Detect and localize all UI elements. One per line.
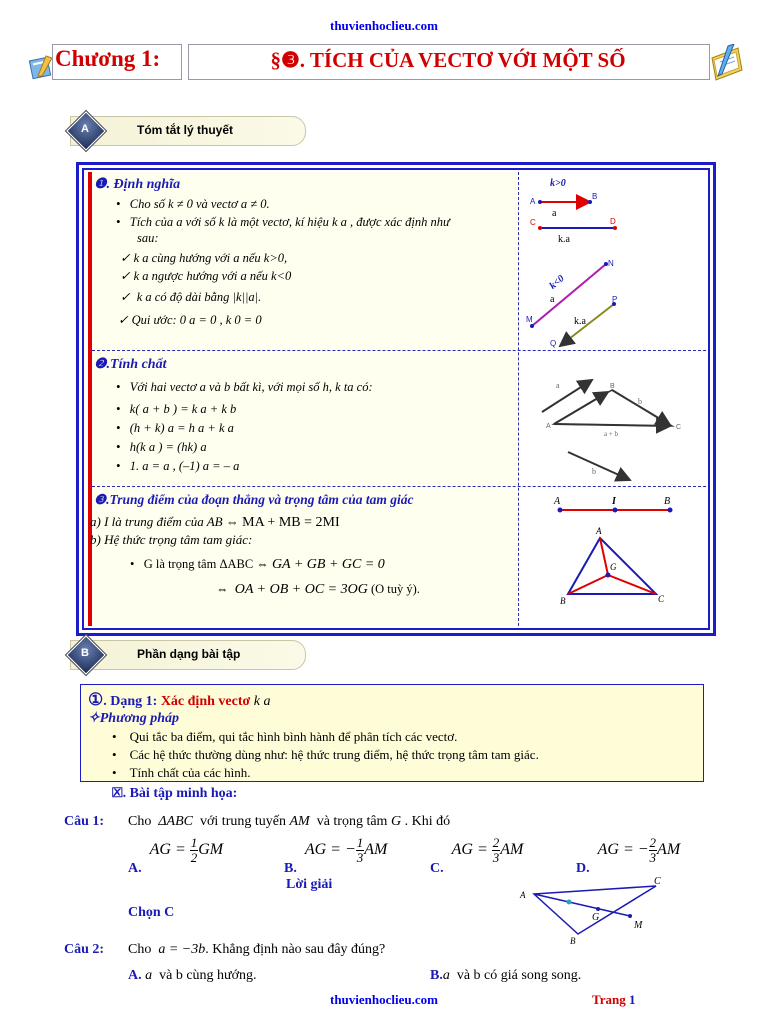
svg-text:A: A: [546, 423, 551, 430]
svg-text:I: I: [612, 496, 616, 507]
q2-option-b[interactable]: B.a và b có giá song song.: [430, 968, 582, 983]
svg-text:A: A: [520, 890, 526, 900]
prop-line-1: • Với hai vectơ a và b bất kì, với mọi số h, k ta có:: [116, 380, 373, 394]
q1-figure: [512, 872, 672, 948]
section-b-letter: B: [81, 647, 89, 659]
svg-text:B: B: [592, 192, 598, 201]
method-bullet-3: • Tính chất của các hình.: [112, 765, 251, 780]
definition-figure: [520, 174, 710, 350]
midpoint-line: a) I là trung điểm của AB ⇔ MA + MB = 2MI: [90, 514, 340, 530]
midpoint-title: ❸.Trung điểm của đoạn thẳng và trọng tâm của tam giác: [94, 492, 414, 507]
centroid-figure: [520, 490, 710, 626]
book-pencil-icon: [708, 44, 744, 84]
properties-title: ❷.Tính chất: [94, 357, 167, 372]
svg-text:B: B: [664, 496, 671, 507]
method-bullet-2: • Các hệ thức thường dùng như: hệ thức trung điểm, hệ thức trọng tâm tam giác.: [112, 747, 539, 762]
svg-text:k.a: k.a: [558, 234, 570, 245]
svg-text:b: b: [592, 467, 596, 476]
svg-text:Q: Q: [550, 339, 557, 348]
section-b-title: Phần dạng bài tập: [137, 647, 241, 661]
svg-text:C: C: [530, 218, 536, 227]
footer-site-link[interactable]: thuvienhoclieu.com: [330, 992, 438, 1007]
theory-divider-1: [92, 350, 706, 351]
svg-text:M: M: [634, 920, 643, 931]
def-line-2: • Tích của a với số k là một vectơ, kí hiệu k a , được xác định như: [116, 215, 450, 229]
svg-text:B: B: [560, 596, 566, 606]
svg-text:B: B: [570, 936, 576, 946]
kneg-label: k<0: [547, 273, 567, 292]
examples-title: 🗵. Bài tập minh họa:: [112, 786, 238, 801]
theory-divider-vertical: [518, 172, 519, 626]
theory-red-bar: [88, 172, 92, 626]
svg-text:P: P: [612, 295, 618, 304]
centroid-line: b) Hệ thức trọng tâm tam giác:: [90, 532, 253, 547]
q2-text: Cho a = −3b. Khẳng định nào sau đây đúng?: [128, 942, 386, 957]
svg-text:C: C: [676, 424, 682, 431]
svg-text:G: G: [610, 562, 617, 572]
svg-text:b: b: [638, 397, 642, 406]
svg-text:A: A: [596, 526, 602, 536]
centroid-formula-2: ⇔ OA + OB + OC = 3OG (O tuỳ ý).: [216, 582, 420, 597]
q2-option-a[interactable]: A. a và b cùng hướng.: [128, 968, 257, 983]
def-case-1: ✓ k a cùng hướng với a nếu k>0,: [120, 251, 288, 265]
method-bullet-1: • Qui tắc ba điểm, qui tắc hình bình hành để phân tích các vectơ.: [112, 729, 458, 744]
q1-label: Câu 1:: [64, 814, 105, 829]
dang1-title: ①. Dạng 1: Xác định vectơ k a: [88, 690, 271, 709]
svg-text:G: G: [592, 912, 600, 923]
q1-answer: Chọn C: [128, 905, 175, 920]
svg-text:a + b: a + b: [604, 430, 619, 438]
theory-divider-2: [92, 486, 706, 487]
page-title: §❸. TÍCH CỦA VECTƠ VỚI MỘT SỐ: [270, 48, 626, 72]
properties-figure: [520, 356, 710, 486]
prop-line-2: • k( a + b ) = k a + k b: [116, 402, 237, 416]
def-case-2: ✓ k a ngược hướng với a nếu k<0: [120, 269, 292, 283]
q2-label: Câu 2:: [64, 942, 105, 957]
svg-text:A: A: [530, 197, 536, 206]
def-case-4: ✓ Qui ước: 0 a = 0 , k 0 = 0: [118, 313, 262, 327]
svg-text:M: M: [526, 315, 533, 324]
svg-text:a: a: [556, 381, 560, 390]
svg-text:N: N: [608, 259, 614, 268]
svg-text:k.a: k.a: [574, 316, 586, 327]
definition-title: ❶. Định nghĩa: [94, 177, 181, 192]
section-a-letter: A: [81, 123, 89, 135]
svg-text:C: C: [658, 594, 665, 604]
q1-option-a[interactable]: A. AG = $\frac{1}{2}$ GM: [128, 835, 224, 877]
def-line-1: • Cho số k ≠ 0 và vectơ a ≠ 0.: [116, 197, 270, 211]
section-a-title: Tóm tắt lý thuyết: [137, 123, 234, 137]
page-number: Trang 1: [592, 992, 636, 1007]
prop-line-5: • 1. a = a , (–1) a = – a: [116, 459, 240, 473]
svg-text:a: a: [552, 208, 557, 219]
q1-text: Cho ΔABC với trung tuyến AM và trọng tâm G . Khi đó: [128, 814, 451, 829]
notebook-icon: [28, 54, 54, 80]
vector-mn: [532, 264, 606, 326]
svg-text:B: B: [610, 383, 615, 390]
kpos-label: k>0: [550, 178, 566, 189]
svg-text:A: A: [554, 496, 561, 507]
q1-option-d[interactable]: D. AG = − $\frac{2}{3}$ AM: [576, 835, 681, 877]
svg-text:C: C: [654, 876, 661, 887]
def-case-3: ✓ k a có độ dài bằng |k||a|.: [120, 290, 262, 304]
q1-option-b[interactable]: B. AG = − $\frac{1}{3}$ AM: [284, 835, 388, 877]
site-header-link[interactable]: thuvienhoclieu.com: [330, 18, 438, 33]
svg-text:a: a: [550, 294, 555, 305]
q1-solution-label: Lời giải: [286, 877, 333, 892]
prop-line-3: • (h + k) a = h a + k a: [116, 421, 234, 435]
def-line-2b: sau:: [137, 231, 159, 245]
chapter-label: Chương 1:: [55, 46, 161, 71]
vector-pq: [560, 304, 614, 346]
method-label: ✧Phương pháp: [88, 711, 180, 726]
centroid-formula-1: • G là trọng tâm ΔABC ⇔ GA + GB + GC = 0: [130, 557, 385, 572]
prop-line-4: • h(k a ) = (hk) a: [116, 440, 207, 454]
svg-text:D: D: [610, 217, 616, 226]
q1-option-c[interactable]: C. AG = $\frac{2}{3}$ AM: [430, 835, 524, 877]
